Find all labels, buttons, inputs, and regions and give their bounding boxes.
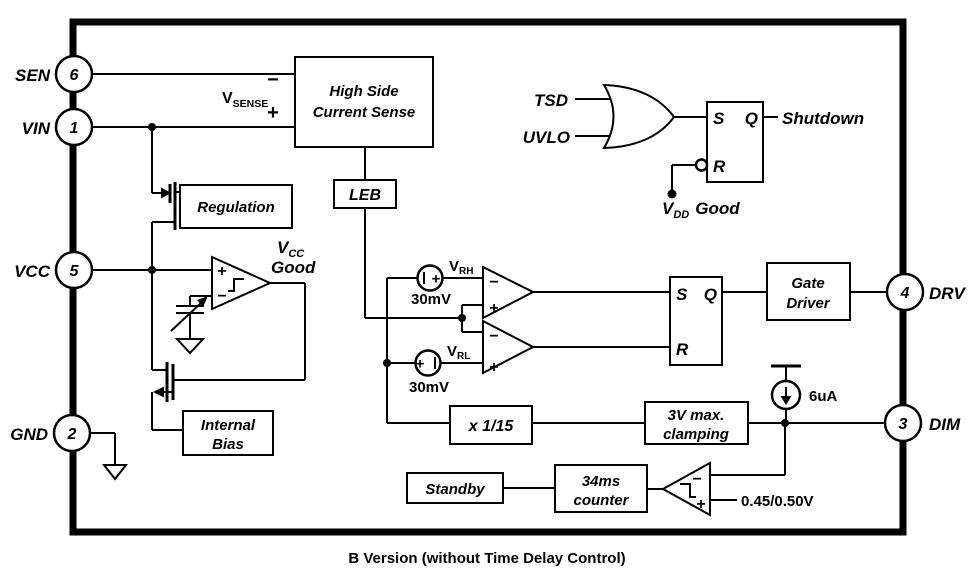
minus-sign: − [489,274,499,291]
junction-dot [383,359,391,367]
bias-current-label: 6uA [809,388,838,405]
block-label: LEB [349,187,381,204]
source-arrow-icon [153,387,164,398]
junction-dot [458,314,466,322]
latch-s-label: S [676,285,688,304]
block-label: Gate [791,275,825,292]
shutdown-logic [523,85,864,221]
counter-block [555,465,647,512]
junction-dot [781,419,789,427]
vrh-value: 30mV [410,291,452,308]
vrl-value: 30mV [408,379,450,396]
standby-threshold-label: 0.45/0.50V [741,493,814,510]
latch-s-label: S [713,109,725,128]
block-label: 3V max. [667,407,725,424]
block-label: Regulation [197,199,275,216]
polarity-plus: + [431,270,441,288]
plus-sign: + [217,263,227,280]
block-label: Bias [212,436,244,453]
pwm-sr-latch [670,277,722,365]
minus-sign: − [692,471,702,488]
block-label: High Side [329,83,399,100]
inverter-bubble-icon [696,160,707,171]
pin-dim-label: DIM [929,415,961,434]
high-side-current-sense-block [222,57,433,147]
vsense-label: $V_{SENSE}$ [222,90,269,110]
internal-bias-block [183,411,273,455]
vrl-label: $V_{RL}$ [447,343,471,362]
block-label: Standby [425,481,485,498]
vdd-good-node-dot [668,190,677,199]
block-label: Driver [786,295,830,312]
plus-sign: + [489,300,499,317]
minus-sign: − [217,288,227,305]
pin-dim-number: 3 [898,416,908,433]
shutdown-label: Shutdown [782,109,865,128]
vrh-offset-source [411,258,473,308]
regulation-block [180,185,292,228]
gate-driver-block [767,263,850,320]
pin-vin-label: VIN [21,119,50,138]
pin-vcc-number: 5 [69,263,79,280]
block-label: 34ms [581,473,621,490]
block-label: Internal [200,417,256,434]
vcc-good-word: Good [271,258,316,277]
ground-icon [177,339,203,353]
comparator-low [483,321,533,376]
pin-sen-label: SEN [15,66,50,85]
vcc-good-label: $V_{CC}$ [277,238,305,260]
block-outline [295,57,433,147]
adjust-arrow-line [171,303,201,331]
junction-dot [148,266,156,274]
block-label: Current Sense [312,104,416,121]
junction-dot [148,123,156,131]
tsd-label: TSD [534,91,568,110]
latch-q-label: Q [744,109,758,128]
pin-gnd-number: 2 [67,426,77,443]
plus-sign: + [696,496,706,513]
leb-block [334,180,396,208]
vrh-label: $V_{RH}$ [449,258,474,277]
standby-comparator [663,463,814,515]
clamping-block [645,402,748,444]
standby-block [407,473,503,503]
pin-drv-label: DRV [929,284,965,303]
pin-vcc-label: VCC [14,262,50,281]
pin-gnd-label: GND [10,425,48,444]
left-pin-wires [90,74,295,465]
block-label: counter [573,492,629,509]
plus-sign: + [489,359,499,376]
pin-drv-number: 4 [900,285,910,302]
latch-q-label: Q [703,285,717,304]
sense-plus-sign: + [267,102,279,124]
minus-sign: − [489,328,499,345]
diagram-caption: B Version (without Time Delay Control) [348,550,626,567]
block-label: x 1/15 [468,418,514,435]
or-gate-icon [604,85,674,148]
block-label: clamping [663,426,729,443]
latch-r-label: R [676,340,689,359]
mosfet-bias [153,362,173,402]
bias-current-source [772,381,838,409]
vdd-good-label: $V_{DD}$ Good [662,199,740,221]
mosfet-bars [167,362,173,402]
sense-minus-sign: − [267,69,279,91]
scaler-block [450,406,532,444]
polarity-plus: + [415,355,425,373]
pin-vin-number: 1 [69,120,79,137]
vrl-offset-source [409,343,470,396]
ground-icon [104,465,126,479]
uvlo-label: UVLO [522,128,570,147]
pin-sen-number: 6 [69,67,79,84]
latch-r-label: R [713,157,726,176]
comparator-high [483,267,533,318]
